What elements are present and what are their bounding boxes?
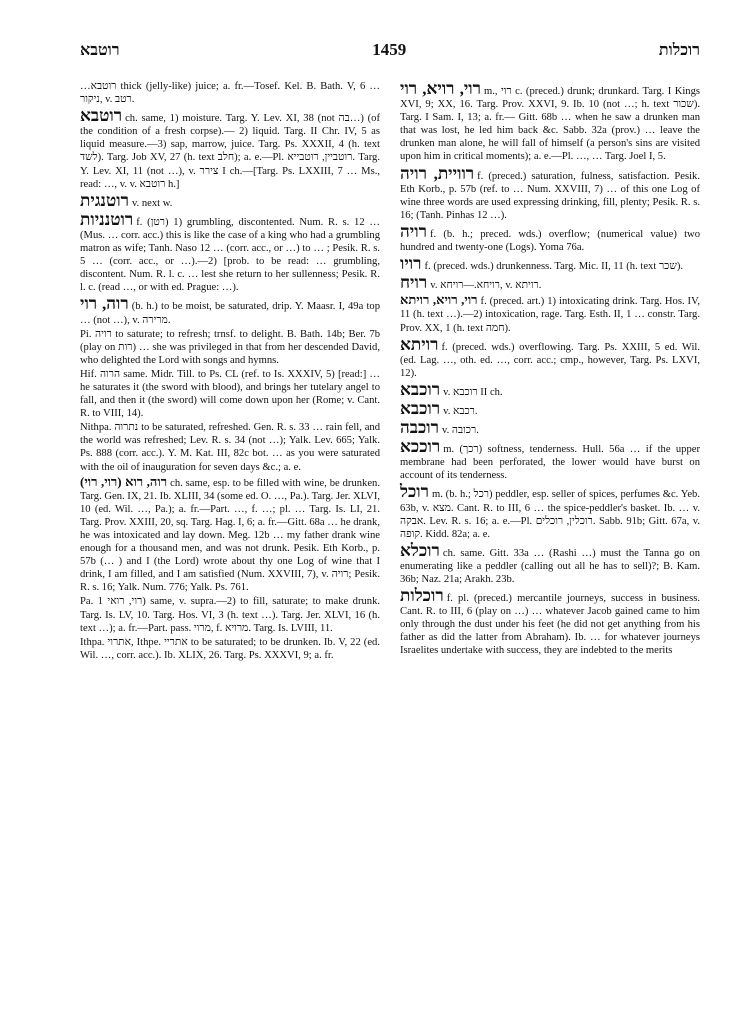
entry-headword: רוטנגית [80,190,129,210]
entry-headword: רוככא [400,437,441,457]
entry-definition: v. רויחא.—רויחא, v. רויתא. [430,280,542,292]
dictionary-entry [400,274,700,292]
entry-definition: f. (preced. art.) 1) intoxicating drink. Targ. Hos. IV, 11 (h. text …).—2) intoxication, rage. Targ. Esth. II, 1 … constr. Targ. Prov. XX, 1 (h. text חמה). [400,296,701,334]
dictionary-entry [400,419,700,437]
dictionary-entry [400,223,700,254]
dictionary-entry [80,475,380,595]
dictionary-entry [80,421,380,473]
entry-headword: רוכלא [400,540,440,560]
entry-definition: m. (b. h.; רכל) peddler, esp. seller of spices, perfumes &c. Yeb. 63b, v. מצא. Cant. R. to III, 6 … the spice-peddler's basket. Ib. … v. אבקה. Lev. R. s. 16; a. e.—Pl. רוכלין, רוכלים. Sabb. 91b; Gitt. 67a, v. קופה. Kidd. 82a; a. e. [400,489,701,540]
left-column [80,80,380,663]
running-head-right: רוכלות [658,42,700,59]
dictionary-entry [400,483,700,540]
entry-definition: ch. same, esp. to be filled with wine, be drunken. Targ. Gen. IX, 21. Ib. XLIII, 34 (some ed. O. …, Pa.). Targ. Jer. XLVI, 10 (ed. Wil. …, Pa.); a. fr.—Part. …, f. …; pl. … Targ. Is. LI, 21. Targ. Prov. XXIII, 20, sq. Targ. Hag. I, 6; a. fr.—Gitt. 68a … he drank, he was intoxicated and lay down. Meg. 12b … my father drank wine enough for a thousand men, and was not drunk. Pesik. Eth Korb., p. 57b (… ) and I (the Lord) wrote about thy one Log of wine that I drink, I am filled, and I am satisfied (Num. XXVIII, 7), v. רויה; Pesik. R. s. 16; Yalk. Num. 776; Yalk. Ps. 761. [80,477,380,594]
dictionary-entry [80,368,380,420]
entry-definition: f. (רטן) 1) grumbling, discontented. Num. R. s. 12 … (Mus. … corr. acc.) this is like the case of a king who had a grumbling matron as wife; Tanh. Naso 12 … (corr. acc., or …) to … ; Pesik. R. s. 5 … (corr. acc., or …).—2) [prob. to be read: … grumbling, discontent. Num. R. l. c. … lest she return to her sullenness; Pesik. R. l. c. (read …, or with ed. Prague: …). [80,216,380,294]
entry-definition: ch. same. Gitt. 33a … (Rashi …) must the Tanna go on enumerating like a peddler (calling out all he has to sell)?; B. Kam. 36b; Naz. 21a; Arakh. 23b. [400,547,700,585]
entry-headword: רוכבא [400,379,441,399]
dictionary-entry [80,636,380,662]
dictionary-entry [400,293,700,334]
entry-definition: f. (preced. wds.) drunkenness. Targ. Mic. II, 11 (h. text שכר). [424,261,684,273]
entry-definition: Hif. הרוה same. Midr. Till. to Ps. CL (ref. to Is. XXXIV, 5) [read:] … he saturates it (the sword with blood), and brings her tutelary angel to fall, and then it (the sword) will come down upon her (Rome; v. Cant. R. to VIII, 14). [80,368,380,420]
entry-definition: f. (b. h.; preced. wds.) overflow; (numerical value) two hundred and twenty-one (Logs). Yoma 76a. [400,228,700,254]
entry-definition: m., רוי c. (preced.) drunk; drunkard. Targ. I Kings XVI, 9; XX, 16. Targ. Prov. XXVI, 9. Ib. 10 (not …; h. text שכור). Targ. I Sam. I, 13; a. fr.— Gitt. 68b … when he saw a drunken man that was lost, he led him back &c. Sabb. 32a (prov.) … leave the drunken man alone, he will fall of himself (a person's sins are visited upon him in critical moments); a. e.—Pl. …, … Targ. Joel I, 5. [400,86,701,163]
entry-headword: רוטנניות [80,209,134,229]
entry-definition: Nithpa. נתרוה to be saturated, refreshed. Gen. R. s. 33 … rain fell, and the world was refreshed; Lev. R. s. 34 (not …); Yalk. Lev. 665; Yalk. Ps. 888 (corr. acc.). Y. M. Kat. III, 82c bot. … as you were saturated with the oil of inauguration for seven days &c.; a. e. [80,422,380,473]
entry-headword: רוכבא [400,398,441,418]
dictionary-entry [400,80,700,164]
right-column [400,80,700,663]
entry-headword: רויה [400,221,427,241]
dictionary-entry [400,400,700,418]
entry-headword: רוה, רוא (רוי, רוי) [80,473,168,489]
dictionary-entry [80,595,380,634]
entry-headword: רוי, רויא, רויתא [400,292,478,308]
entry-definition: ch. same, 1) moisture. Targ. Y. Lev. XI, 38 (not בה…) (of the condition of a fresh corpse).— 2) liquid. Targ. II Chr. IV, 5 as liquid measure.—3) sap, marrow, juice. Targ. Ps. XXXII, 4 (h. text לשד). Targ. Job XV, 27 (h. text חלב); a. e.—Pl. רוטביין, רוטבייא. Targ. Y. Lev. XI, 11 (not …), v. צירר I ch.—[Targ. Ps. LXXIII, 7 … Ms., read: …, v. v. רוטבא h.] [80,113,380,190]
dictionary-entry [400,381,700,399]
dictionary-entry [400,255,700,273]
entry-headword: רויתא [400,334,439,354]
dictionary-entry [400,165,700,222]
entry-headword: רויו [400,254,422,274]
dictionary-entry [400,542,700,586]
two-column-body [80,80,700,663]
entry-definition: Pa. רוי, רואי 1) same, v. supra.—2) to fill, saturate; to make drunk. Targ. Is. LV, 10. Targ. Hos. VI, 3 (h. text …). Targ. Jer. XLVI, 16 (h. text …); a. fr.—Part. pass. מרוי, f. מרויא. Targ. Is. LVIII, 11. [80,596,381,634]
dictionary-entry [400,587,700,657]
entry-definition: f. pl. (preced.) mercantile journeys, success in business. Cant. R. to III, 6 (play on …) … whatever Jacob gained came to him only through the dust under his feet (he did not get anything from his father as did the latter from Abraham). Ib. … for whatever journeys Israelites undertake with success, they are indebted to the merits [400,593,700,657]
entry-definition: v. next w. [131,197,173,209]
entry-headword: רוטבא [80,106,123,126]
dictionary-entry [400,336,700,380]
entry-definition: Ithpa. אתרוי, Ithpe. אתריי to be saturated; to be drunken. Ib. V, 22 (ed. Wil. …, corr. acc.). Ib. XLIX, 26. Targ. Ps. XXXVI, 9; a. fr. [80,636,380,661]
entry-headword: רוכבה [400,418,439,438]
running-head-left: רוטבא [80,42,120,59]
entry-definition: Pi. רויה to saturate; to refresh; trnsf. to delight. B. Bath. 14b; Ber. 7b (play on רות) … she was privileged in that from her descended David, who delighted the Lord with songs and hymns. [80,328,380,366]
dictionary-entry [400,438,700,482]
entry-headword: רוכל [400,482,429,502]
dictionary-entry [80,211,380,295]
page-header [80,40,700,62]
entry-definition: (b. h.) to be moist, be saturated, drip. Y. Maasr. I, 49a top … (not …), v. מרירה. [80,301,380,326]
dictionary-entry [80,295,380,326]
entry-headword: רוכלות [400,586,444,606]
entry-definition: v. רוכבא II ch. [443,386,503,398]
entry-headword: רוויית, רויה [400,163,475,183]
entry-definition: f. (preced.) saturation, fulness, satisfaction. Pesik. Eth Korb., p. 57b (ref. to … Num. XXVIII, 7) … of this one Log of wine three words are used expressing drinking, fill, plenty; Pesik. R. s. 16; (Tanh. Pinhas 12 …). [400,170,700,221]
dictionary-entry [80,328,380,367]
page-number: 1459 [372,40,407,59]
entry-definition: …רוטבא thick (jelly-like) juice; a. fr.—Tosef. Kel. B. Bath. V, 6 …ניקור, v. רטב. [80,81,380,106]
dictionary-entry [80,80,380,106]
entry-headword: רוי, רויא, רוי [400,79,481,98]
entry-headword: רויח [400,273,428,293]
entry-definition: m. (רכך) softness, tenderness. Hull. 56a … if the upper membrane had been perforated, the lower would have burst on account of its tenderness. [400,444,700,482]
entry-headword: רוה, רוי [80,294,129,314]
entry-definition: v. רכבא. [443,405,478,417]
entry-definition: v. רכובה. [441,425,479,437]
entry-definition: f. (preced. wds.) overflowing. Targ. Ps. XXIII, 5 ed. Wil. (ed. Lag. …, oth. ed. …, corr. acc.; cmp., however, Targ. Ps. LXVI, 12). [400,341,700,379]
dictionary-entry [80,107,380,191]
dictionary-entry [80,192,380,210]
